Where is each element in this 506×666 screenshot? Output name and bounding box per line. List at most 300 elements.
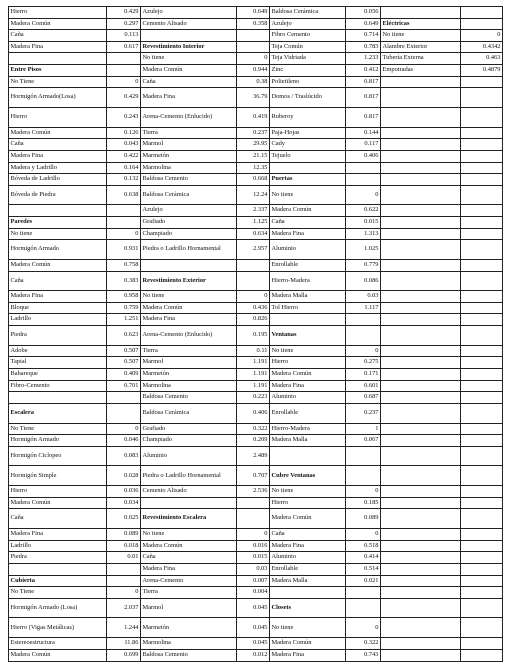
- value-cell: [461, 486, 503, 498]
- value-cell: [461, 552, 503, 564]
- material-cell: [381, 598, 461, 618]
- table-row: [9, 30, 503, 42]
- value-cell: 0.958: [107, 291, 141, 303]
- material-cell: Adobe: [9, 345, 107, 357]
- value-cell: [237, 259, 270, 271]
- value-cell: [461, 466, 503, 486]
- material-cell: Madera Malla: [270, 435, 346, 447]
- material-cell: No tiene: [270, 185, 346, 205]
- material-cell: [381, 486, 461, 498]
- material-cell: [381, 162, 461, 174]
- value-cell: 0.817: [346, 88, 381, 108]
- table-row: [9, 649, 503, 661]
- section-heading-cell: Entre Pisos: [9, 65, 107, 77]
- material-cell: Marmolina: [141, 380, 237, 392]
- material-cell: [381, 446, 461, 466]
- material-cell: [141, 497, 237, 509]
- material-cell: Madera Común: [9, 18, 107, 30]
- value-cell: 0.03: [237, 563, 270, 575]
- material-cell: Hierro: [270, 497, 346, 509]
- value-cell: 0: [346, 345, 381, 357]
- section-heading-cell: Revestimiento Escalera: [141, 509, 237, 529]
- value-cell: 36.79: [237, 88, 270, 108]
- material-cell: Madera Común: [270, 638, 346, 650]
- value-cell: 0.406: [346, 150, 381, 162]
- material-cell: Hierro: [9, 486, 107, 498]
- material-cell: Domos / Traslúcido: [270, 88, 346, 108]
- table-row: [9, 107, 503, 127]
- section-heading-cell: Revestimiento Exterior: [141, 271, 237, 291]
- value-cell: 0.507: [107, 357, 141, 369]
- material-cell: Tubería Externa: [381, 53, 461, 65]
- value-cell: 0.817: [346, 107, 381, 127]
- material-cell: [381, 139, 461, 151]
- value-cell: 0.668: [237, 174, 270, 186]
- value-cell: 0.028: [107, 466, 141, 486]
- material-cell: [9, 392, 107, 404]
- table-row: [9, 7, 503, 19]
- material-cell: No tiene: [9, 228, 107, 240]
- table-row: [9, 369, 503, 381]
- value-cell: 0.132: [107, 174, 141, 186]
- value-cell: [237, 41, 270, 53]
- value-cell: 0.406: [237, 403, 270, 423]
- material-cell: Hierro-Madera: [270, 271, 346, 291]
- value-cell: [461, 7, 503, 19]
- value-cell: [107, 392, 141, 404]
- value-cell: [346, 174, 381, 186]
- value-cell: [461, 302, 503, 314]
- table-row: [9, 302, 503, 314]
- material-cell: Grafiado: [141, 217, 237, 229]
- value-cell: 0.034: [107, 497, 141, 509]
- material-cell: [381, 7, 461, 19]
- value-cell: 0.649: [237, 7, 270, 19]
- material-cell: Teja Vidriada: [270, 53, 346, 65]
- value-cell: 0.38: [237, 76, 270, 88]
- value-cell: 0.4342: [461, 41, 503, 53]
- material-cell: Marmetón: [141, 618, 237, 638]
- material-cell: Madera Común: [9, 649, 107, 661]
- material-cell: Empotradas: [381, 65, 461, 77]
- table-row: [9, 345, 503, 357]
- value-cell: 0.126: [107, 127, 141, 139]
- material-cell: Madera Común: [9, 259, 107, 271]
- material-cell: Madera Fina: [9, 150, 107, 162]
- value-cell: 1.191: [237, 380, 270, 392]
- value-cell: [461, 185, 503, 205]
- value-cell: 12.24: [237, 185, 270, 205]
- material-cell: Fibro-Cemento: [9, 380, 107, 392]
- value-cell: [461, 380, 503, 392]
- value-cell: 0.297: [107, 18, 141, 30]
- value-cell: 0.622: [346, 205, 381, 217]
- value-cell: [107, 65, 141, 77]
- table-row: [9, 423, 503, 435]
- material-cell: [381, 217, 461, 229]
- value-cell: 0: [237, 529, 270, 541]
- material-cell: Madera Fina: [9, 291, 107, 303]
- material-cell: Tol Hierro: [270, 302, 346, 314]
- section-heading-cell: Cubre Ventanas: [270, 466, 346, 486]
- material-cell: [381, 259, 461, 271]
- material-cell: Aluminio: [141, 446, 237, 466]
- value-cell: [461, 563, 503, 575]
- value-cell: 0.025: [107, 509, 141, 529]
- value-cell: 2.957: [237, 240, 270, 260]
- material-cell: [381, 107, 461, 127]
- value-cell: 0.171: [346, 369, 381, 381]
- value-cell: 1.251: [107, 314, 141, 326]
- material-cell: Aluminio: [270, 240, 346, 260]
- material-cell: Piedra o Ladrillo Hornamental: [141, 466, 237, 486]
- material-cell: [381, 497, 461, 509]
- material-cell: [381, 649, 461, 661]
- value-cell: [461, 529, 503, 541]
- value-cell: 0: [346, 185, 381, 205]
- material-cell: Madera Común: [270, 369, 346, 381]
- material-cell: [381, 435, 461, 447]
- table-body: [9, 7, 503, 662]
- material-cell: Madera Fina: [9, 529, 107, 541]
- material-cell: Teja Común: [270, 41, 346, 53]
- value-cell: 0.634: [237, 228, 270, 240]
- table-row: [9, 127, 503, 139]
- value-cell: 0: [346, 618, 381, 638]
- material-cell: Ladrillo: [9, 314, 107, 326]
- material-cell: Aluminio: [270, 552, 346, 564]
- material-cell: Azulejo: [270, 18, 346, 30]
- material-cell: Madera Fina: [270, 540, 346, 552]
- table-row: [9, 240, 503, 260]
- value-cell: 0.018: [107, 540, 141, 552]
- material-cell: [381, 392, 461, 404]
- value-cell: [461, 174, 503, 186]
- value-cell: [461, 509, 503, 529]
- table-row: [9, 162, 503, 174]
- material-cell: Enrollable: [270, 563, 346, 575]
- material-cell: [9, 563, 107, 575]
- material-cell: Madera Fina: [270, 228, 346, 240]
- material-cell: Madera Común: [270, 509, 346, 529]
- material-cell: [381, 88, 461, 108]
- table-row: [9, 326, 503, 346]
- value-cell: 1.191: [237, 369, 270, 381]
- value-cell: 1.313: [346, 228, 381, 240]
- table-row: [9, 575, 503, 587]
- table-row: [9, 139, 503, 151]
- material-cell: Madera y Ladrillo: [9, 162, 107, 174]
- material-cell: Alambre Exterior: [381, 41, 461, 53]
- value-cell: [107, 205, 141, 217]
- material-cell: No tiene: [270, 345, 346, 357]
- section-heading-cell: Closets: [270, 598, 346, 618]
- value-cell: 1.025: [346, 240, 381, 260]
- material-cell: Fibro Cemento: [270, 30, 346, 42]
- material-cell: Caña: [270, 217, 346, 229]
- material-cell: Cemento Alisado: [141, 18, 237, 30]
- material-cell: Madera Malla: [270, 291, 346, 303]
- value-cell: 0.086: [346, 271, 381, 291]
- material-cell: Marmol: [141, 598, 237, 618]
- value-cell: 0.623: [107, 326, 141, 346]
- value-cell: 0.185: [346, 497, 381, 509]
- value-cell: 0.067: [346, 435, 381, 447]
- material-cell: Tierra: [141, 127, 237, 139]
- material-cell: Madera Común: [141, 302, 237, 314]
- material-cell: Marmolina: [141, 638, 237, 650]
- material-cell: Madera Común: [270, 205, 346, 217]
- section-heading-cell: Puertas: [270, 174, 346, 186]
- material-cell: [381, 228, 461, 240]
- material-cell: No Tiene: [9, 423, 107, 435]
- material-cell: Hierro: [270, 357, 346, 369]
- value-cell: 0.601: [346, 380, 381, 392]
- coefficient-table: [8, 6, 503, 662]
- material-cell: No tiene: [270, 486, 346, 498]
- value-cell: 11.86: [107, 638, 141, 650]
- material-cell: No Tiene: [9, 587, 107, 599]
- material-cell: Hormigón Ciclopeo: [9, 446, 107, 466]
- table-row: [9, 65, 503, 77]
- value-cell: 0.045: [237, 638, 270, 650]
- value-cell: [461, 345, 503, 357]
- material-cell: Cemento Alisado: [141, 486, 237, 498]
- value-cell: [461, 314, 503, 326]
- table-row: [9, 552, 503, 564]
- material-cell: Hormigón Armado (Losa): [9, 598, 107, 618]
- value-cell: [461, 598, 503, 618]
- material-cell: No tiene: [270, 618, 346, 638]
- material-cell: Baldosa Cemento: [141, 174, 237, 186]
- table-row: [9, 598, 503, 618]
- material-cell: Baldosa Cemento: [141, 392, 237, 404]
- value-cell: 0.016: [237, 540, 270, 552]
- material-cell: Tierra: [141, 345, 237, 357]
- value-cell: 0.03: [346, 291, 381, 303]
- value-cell: 0.322: [346, 638, 381, 650]
- value-cell: 0.4879: [461, 65, 503, 77]
- material-cell: Hormigón Armado: [9, 435, 107, 447]
- material-cell: No tiene: [141, 291, 237, 303]
- value-cell: [461, 649, 503, 661]
- value-cell: 0.015: [346, 217, 381, 229]
- section-heading-cell: Cubierta: [9, 575, 107, 587]
- value-cell: 2.536: [237, 486, 270, 498]
- value-cell: 0.783: [346, 41, 381, 53]
- table-row: [9, 174, 503, 186]
- material-cell: Madera Común: [9, 127, 107, 139]
- table-row: [9, 150, 503, 162]
- value-cell: 1.191: [237, 357, 270, 369]
- value-cell: [237, 271, 270, 291]
- value-cell: 0.083: [107, 446, 141, 466]
- value-cell: 12.35: [237, 162, 270, 174]
- value-cell: [461, 217, 503, 229]
- value-cell: 0: [461, 30, 503, 42]
- value-cell: 0.243: [107, 107, 141, 127]
- material-cell: [381, 271, 461, 291]
- material-cell: [381, 314, 461, 326]
- value-cell: 0.414: [346, 552, 381, 564]
- material-cell: [381, 76, 461, 88]
- material-cell: [270, 162, 346, 174]
- value-cell: 0.419: [237, 107, 270, 127]
- value-cell: 0.012: [237, 649, 270, 661]
- value-cell: 0: [107, 423, 141, 435]
- value-cell: 0: [237, 53, 270, 65]
- value-cell: 0.429: [107, 88, 141, 108]
- value-cell: 21.15: [237, 150, 270, 162]
- material-cell: [381, 326, 461, 346]
- value-cell: 0: [237, 291, 270, 303]
- table-row: [9, 271, 503, 291]
- value-cell: [346, 466, 381, 486]
- material-cell: Arena-Cemento: [141, 575, 237, 587]
- section-heading-cell: Revestimiento Interior: [141, 41, 237, 53]
- material-cell: Ladrillo: [9, 540, 107, 552]
- value-cell: 1.125: [237, 217, 270, 229]
- material-cell: Piedra o Ladrillo Hornamental: [141, 240, 237, 260]
- material-cell: Bóveda de Piedra: [9, 185, 107, 205]
- value-cell: 1: [346, 423, 381, 435]
- value-cell: 0.223: [237, 392, 270, 404]
- value-cell: 0.117: [346, 139, 381, 151]
- value-cell: [461, 497, 503, 509]
- material-cell: Champiado: [141, 435, 237, 447]
- material-cell: Hormigón Simple: [9, 466, 107, 486]
- material-cell: Marmetón: [141, 150, 237, 162]
- value-cell: 0.089: [346, 509, 381, 529]
- value-cell: [461, 139, 503, 151]
- material-cell: Baldosa Cerámica: [141, 185, 237, 205]
- table-row: [9, 618, 503, 638]
- value-cell: [461, 423, 503, 435]
- value-cell: [461, 540, 503, 552]
- value-cell: [461, 88, 503, 108]
- table-row: [9, 357, 503, 369]
- section-heading-cell: Ventanas: [270, 326, 346, 346]
- material-cell: No tiene: [381, 30, 461, 42]
- table-row: [9, 228, 503, 240]
- value-cell: 0.043: [107, 139, 141, 151]
- material-cell: [381, 174, 461, 186]
- table-row: [9, 380, 503, 392]
- material-cell: Polietileno: [270, 76, 346, 88]
- material-cell: [141, 259, 237, 271]
- material-cell: Madera Común: [141, 65, 237, 77]
- material-cell: Madera Fina: [270, 649, 346, 661]
- material-cell: [381, 150, 461, 162]
- material-cell: Azulejo: [141, 7, 237, 19]
- value-cell: 0.826: [237, 314, 270, 326]
- value-cell: 0.089: [107, 529, 141, 541]
- material-cell: No tiene: [141, 53, 237, 65]
- material-cell: [381, 291, 461, 303]
- value-cell: [461, 446, 503, 466]
- material-cell: Arena-Cemento (Enlucido): [141, 107, 237, 127]
- material-cell: Marmolina: [141, 162, 237, 174]
- material-cell: Madera Fina: [141, 314, 237, 326]
- material-cell: Ruberoy: [270, 107, 346, 127]
- material-cell: Bahareque: [9, 369, 107, 381]
- value-cell: [107, 575, 141, 587]
- material-cell: Marmol: [141, 139, 237, 151]
- value-cell: 0: [346, 529, 381, 541]
- material-cell: [381, 345, 461, 357]
- value-cell: 0.036: [107, 486, 141, 498]
- value-cell: 0.758: [107, 259, 141, 271]
- value-cell: [461, 271, 503, 291]
- value-cell: 0.11: [237, 345, 270, 357]
- material-cell: Tejuelo: [270, 150, 346, 162]
- value-cell: 0.507: [107, 345, 141, 357]
- value-cell: 0.436: [237, 302, 270, 314]
- material-cell: [381, 509, 461, 529]
- value-cell: [107, 403, 141, 423]
- material-cell: [381, 369, 461, 381]
- material-cell: Champiado: [141, 228, 237, 240]
- table-row: [9, 486, 503, 498]
- value-cell: 0.237: [237, 127, 270, 139]
- material-cell: Bóveda de Ladrillo: [9, 174, 107, 186]
- value-cell: 0: [107, 228, 141, 240]
- value-cell: 0.021: [346, 575, 381, 587]
- value-cell: 1.233: [346, 53, 381, 65]
- value-cell: 0.429: [107, 7, 141, 19]
- value-cell: [461, 575, 503, 587]
- material-cell: [9, 53, 107, 65]
- table-row: [9, 259, 503, 271]
- value-cell: 0.638: [107, 185, 141, 205]
- value-cell: [237, 509, 270, 529]
- material-cell: [381, 466, 461, 486]
- table-row: [9, 185, 503, 205]
- value-cell: 0.383: [107, 271, 141, 291]
- material-cell: [381, 575, 461, 587]
- value-cell: [461, 291, 503, 303]
- value-cell: 0.412: [346, 65, 381, 77]
- material-cell: Enrollable: [270, 259, 346, 271]
- value-cell: 0.779: [346, 259, 381, 271]
- material-cell: [381, 403, 461, 423]
- material-cell: [381, 127, 461, 139]
- material-cell: Hormigón Armado: [9, 240, 107, 260]
- material-cell: No tiene: [141, 529, 237, 541]
- table-row: [9, 435, 503, 447]
- value-cell: 2.489: [237, 446, 270, 466]
- material-cell: Hierro: [9, 7, 107, 19]
- value-cell: [107, 53, 141, 65]
- material-cell: Baldosa Cerámica: [270, 7, 346, 19]
- value-cell: 0: [346, 486, 381, 498]
- value-cell: [346, 598, 381, 618]
- material-cell: Tierra: [141, 587, 237, 599]
- value-cell: 2.337: [237, 205, 270, 217]
- value-cell: 0.701: [107, 380, 141, 392]
- material-cell: Estereoestructura: [9, 638, 107, 650]
- material-cell: Marmol: [141, 357, 237, 369]
- material-cell: Piedra: [9, 326, 107, 346]
- material-cell: Grafiado: [141, 423, 237, 435]
- value-cell: [346, 326, 381, 346]
- table-row: [9, 205, 503, 217]
- value-cell: [461, 107, 503, 127]
- table-row: [9, 529, 503, 541]
- material-cell: Madera Común: [9, 497, 107, 509]
- value-cell: 0.931: [107, 240, 141, 260]
- material-cell: [381, 423, 461, 435]
